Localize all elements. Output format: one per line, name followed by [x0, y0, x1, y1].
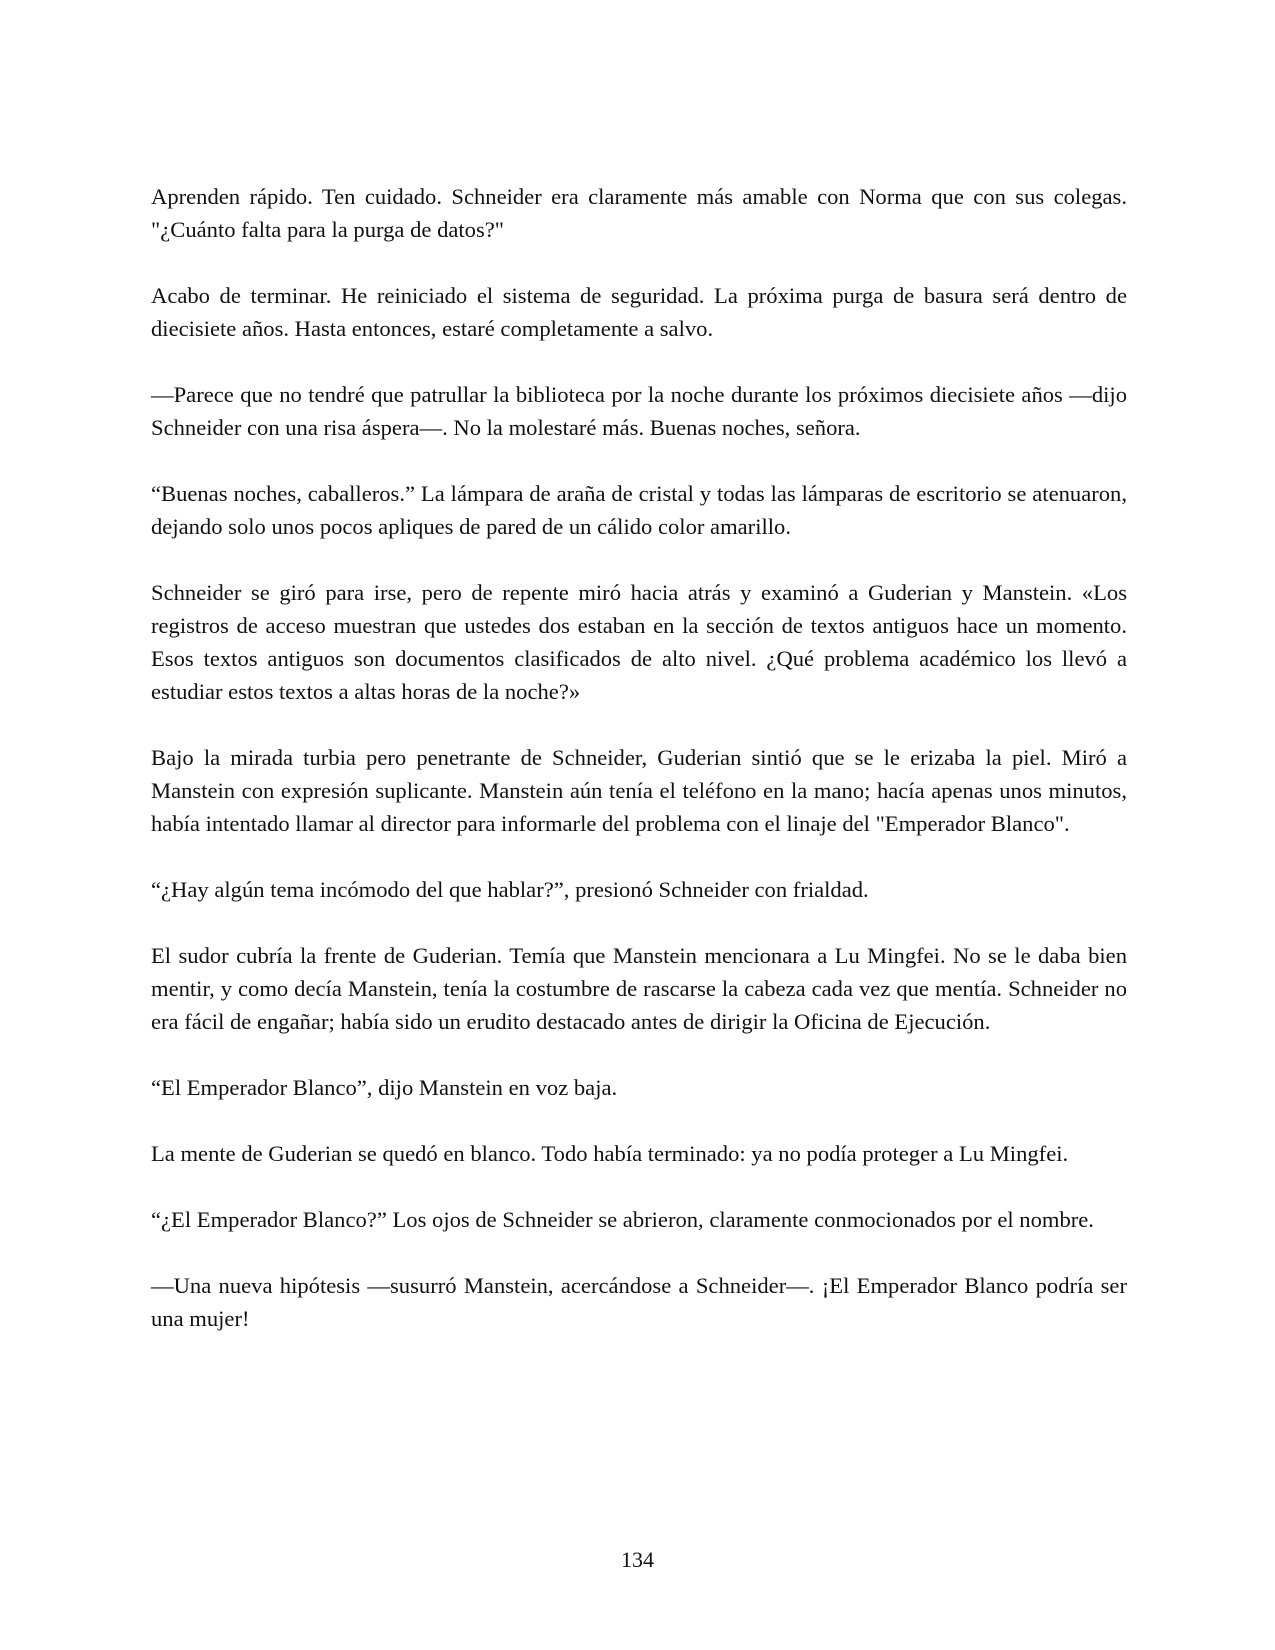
- paragraph: —Parece que no tendré que patrullar la biblioteca por la noche durante los próximos diecisiete años —dijo Schneider con una risa áspera—. No la molestaré más. Buenas noches, señora.: [151, 382, 1127, 440]
- page-body: [151, 180, 1127, 1368]
- page-number: 134: [621, 1547, 654, 1572]
- paragraph: Schneider se giró para irse, pero de repente miró hacia atrás y examinó a Guderian y Manstein. «Los registros de acceso muestran que ustedes dos estaban en la sección de textos antiguos hace un momento. Esos textos antiguos son documentos clasificados de alto nivel. ¿Qué problema académico los llevó a estudiar estos textos a altas horas de la noche?»: [151, 580, 1127, 704]
- paragraph: “¿El Emperador Blanco?” Los ojos de Schneider se abrieron, claramente conmocionados por el nombre.: [151, 1207, 1094, 1232]
- paragraph: Bajo la mirada turbia pero penetrante de Schneider, Guderian sintió que se le erizaba la piel. Miró a Manstein con expresión suplicante. Manstein aún tenía el teléfono en la mano; hacía apenas unos minutos, había intentado llamar al director para informarle del problema con el linaje del "Emperador Blanco".: [151, 745, 1127, 836]
- paragraph: —Una nueva hipótesis —susurró Manstein, acercándose a Schneider—. ¡El Emperador Blanco podría ser una mujer!: [151, 1273, 1127, 1331]
- paragraph: Aprenden rápido. Ten cuidado. Schneider era claramente más amable con Norma que con sus colegas. "¿Cuánto falta para la purga de datos?": [151, 184, 1127, 242]
- paragraph: “Buenas noches, caballeros.” La lámpara de araña de cristal y todas las lámparas de escritorio se atenuaron, dejando solo unos pocos apliques de pared de un cálido color amarillo.: [151, 481, 1127, 539]
- paragraph: El sudor cubría la frente de Guderian. Temía que Manstein mencionara a Lu Mingfei. No se le daba bien mentir, y como decía Manstein, tenía la costumbre de rascarse la cabeza cada vez que mentía. Schneider no era fácil de engañar; había sido un erudito destacado antes de dirigir la Oficina de Ejecución.: [151, 943, 1127, 1034]
- paragraph: “¿Hay algún tema incómodo del que hablar?”, presionó Schneider con frialdad.: [151, 877, 869, 902]
- paragraph: La mente de Guderian se quedó en blanco. Todo había terminado: ya no podía proteger a Lu Mingfei.: [151, 1141, 1069, 1166]
- paragraph: Acabo de terminar. He reiniciado el sistema de seguridad. La próxima purga de basura será dentro de diecisiete años. Hasta entonces, estaré completamente a salvo.: [151, 283, 1127, 341]
- paragraph: “El Emperador Blanco”, dijo Manstein en voz baja.: [151, 1075, 618, 1100]
